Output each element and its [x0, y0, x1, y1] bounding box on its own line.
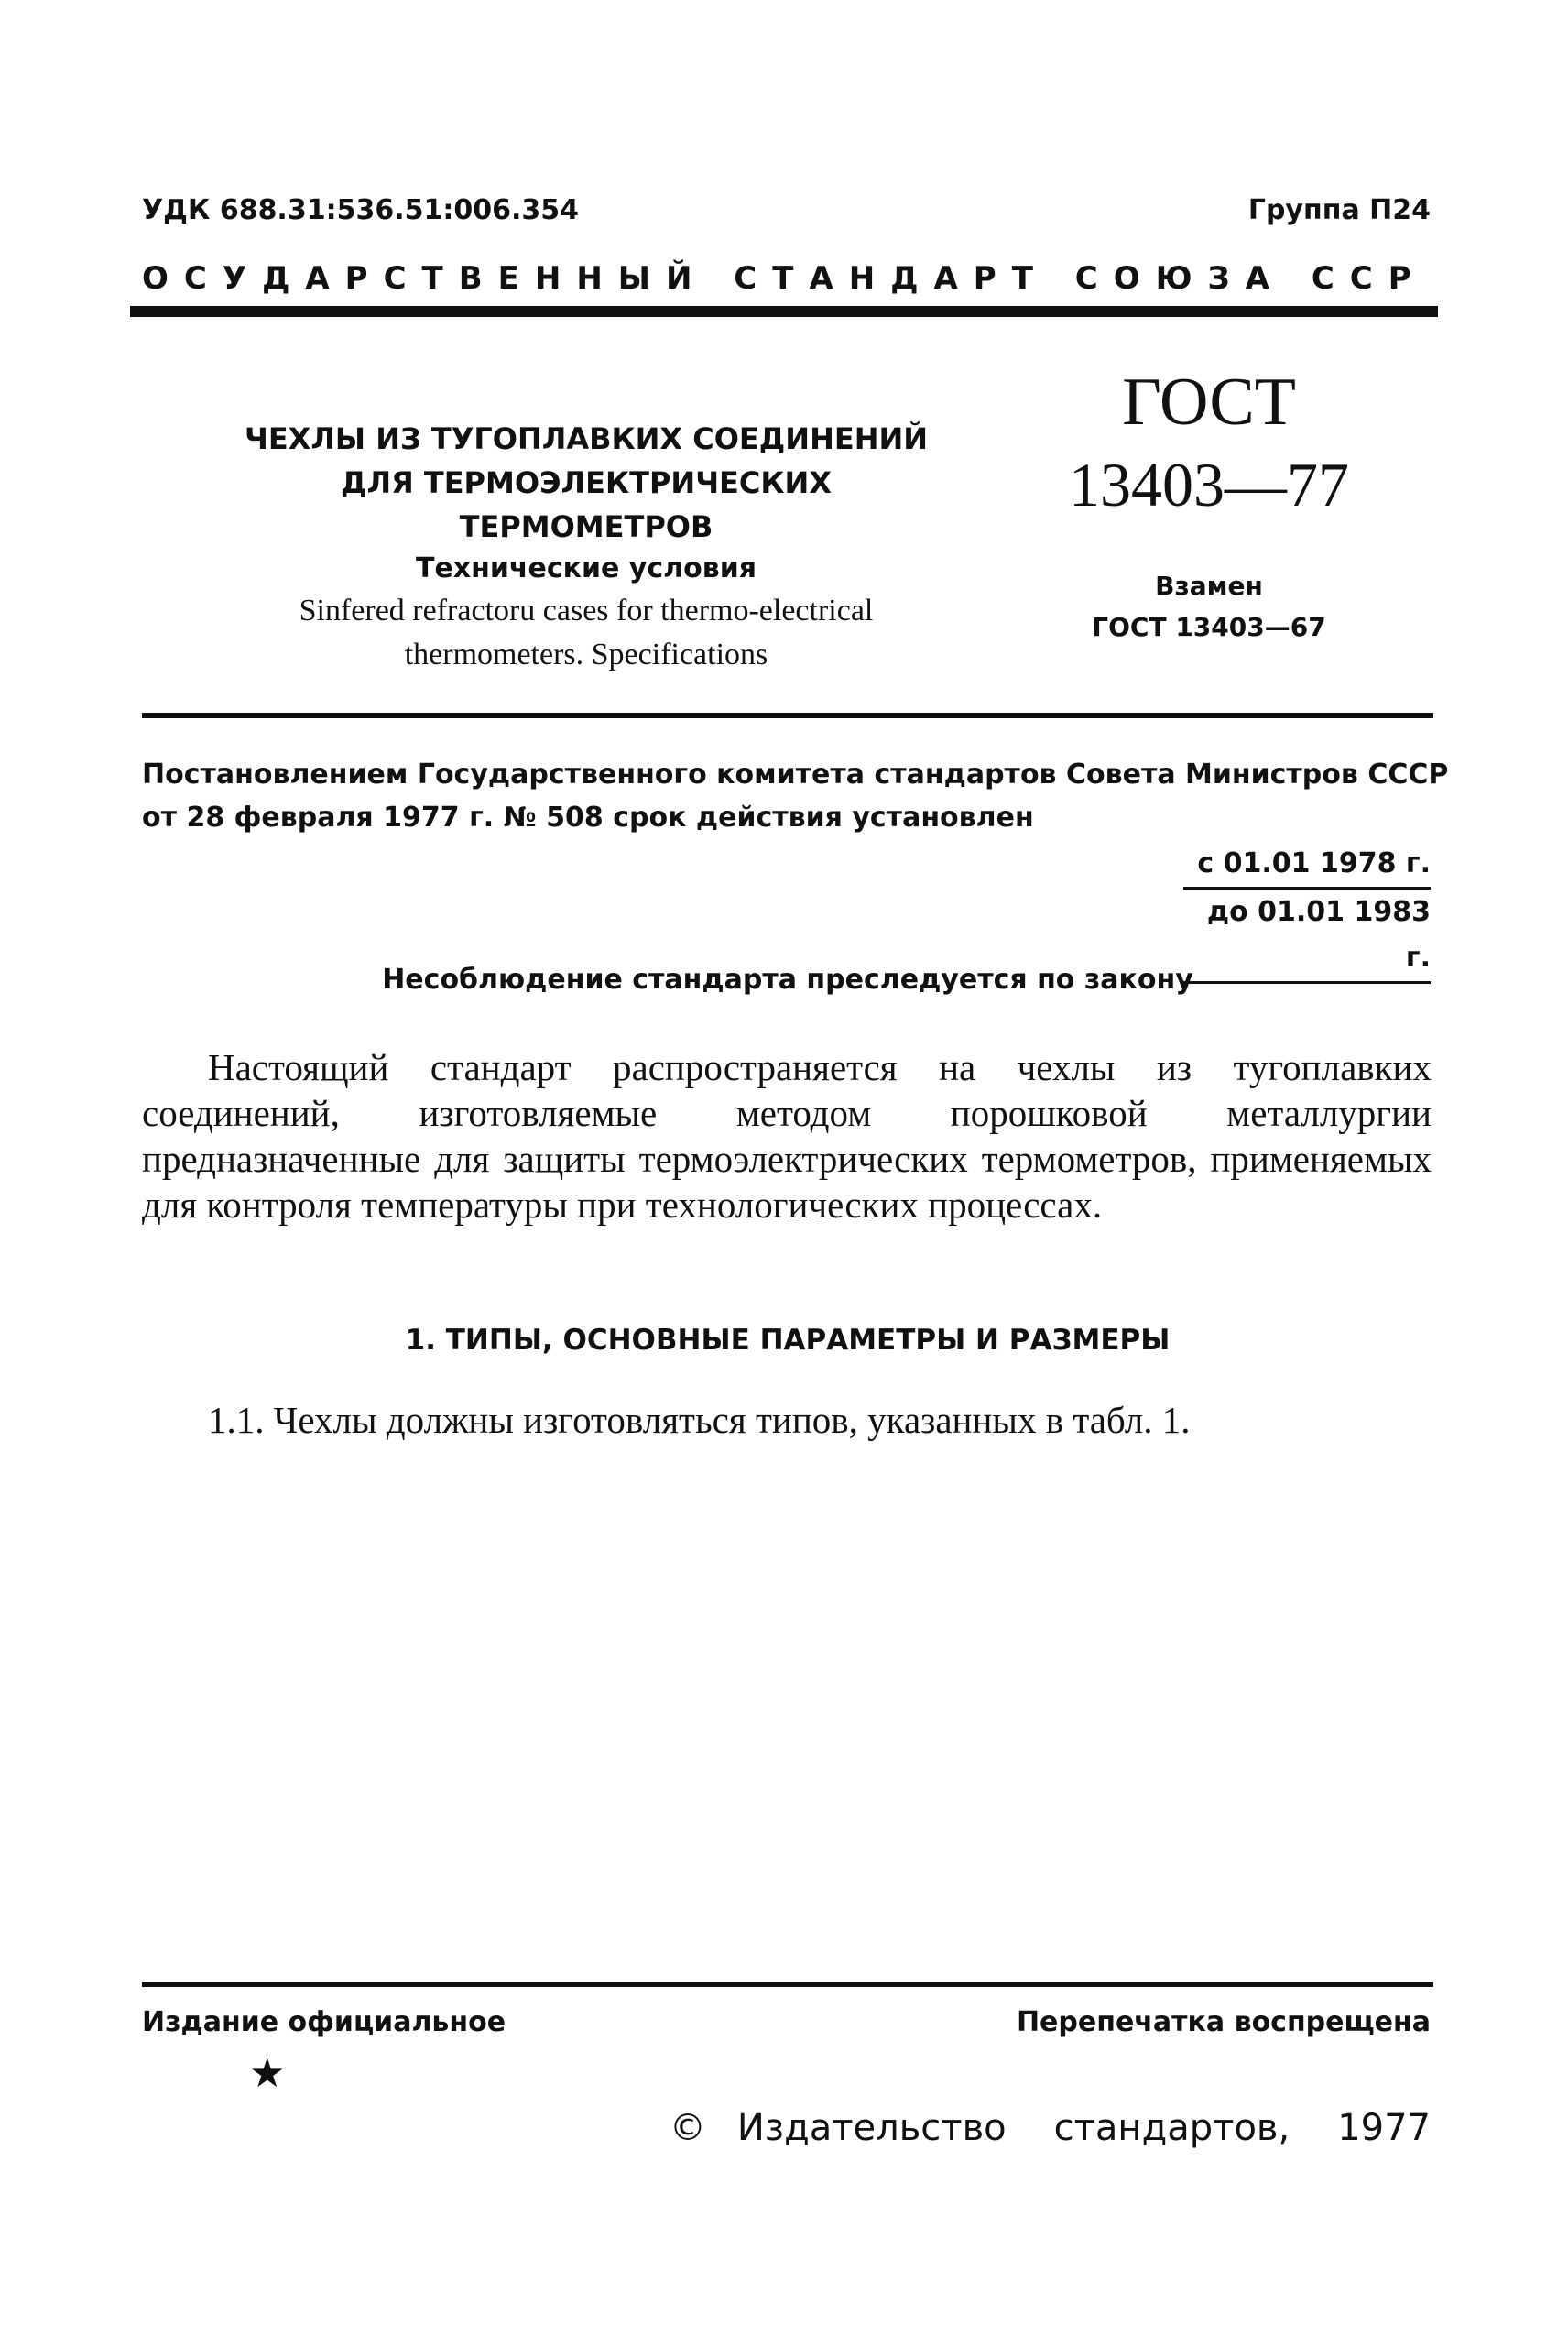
english-title-line-1: Sinfered refractoru cases for thermo-electrical [299, 594, 874, 628]
scope-paragraph: Настоящий стандарт распространяется на чехлы из тугоплавких соединений, изготовляемые методом порошковой металлургии предназначенные для защиты термоэлектрических термометров, применяемых для контроля температуры при технологических процессах. [142, 1046, 1432, 1226]
copyright-line [670, 2107, 1431, 2149]
star-icon: ★ [249, 2050, 286, 2097]
publication-year: 1977 [1337, 2107, 1431, 2149]
replaces-label: Взамен [1155, 571, 1263, 601]
gost-block [1062, 362, 1356, 648]
title-block [211, 417, 962, 677]
valid-to: до 01.01 1983 г. [1206, 896, 1431, 974]
section-heading: 1. ТИПЫ, ОСНОВНЫЕ ПАРАМЕТРЫ И РАЗМЕРЫ [405, 1324, 1171, 1357]
publisher-name: Издательство [736, 2107, 1007, 2149]
valid-from: с 01.01 1978 г. [1197, 847, 1431, 879]
publisher-name-2: стандартов, [1053, 2107, 1290, 2149]
copyright-icon: © [669, 2107, 706, 2149]
official-edition: Издание официальное [142, 2006, 506, 2038]
standard-banner: ОСУДАРСТВЕННЫЙ СТАНДАРТ СОЮЗА ССР [142, 260, 1427, 297]
resolution-line-1: Постановлением Государственного комитета стандартов Совета Министров СССР [142, 759, 1449, 791]
header-rule [130, 306, 1438, 317]
gost-number: 13403—77 [1069, 450, 1349, 519]
gost-label: ГОСТ [1122, 365, 1296, 440]
reprint-prohibited: Перепечатка воспрещена [1016, 2006, 1431, 2038]
title-subtitle: Технические условия [416, 552, 757, 584]
group-code: Группа П24 [1247, 194, 1431, 226]
validity-dates [1183, 841, 1431, 984]
title-rule [142, 713, 1433, 718]
replaced-standard: ГОСТ 13403—67 [1092, 612, 1326, 642]
legal-notice: Несоблюдение стандарта преследуется по закону [382, 964, 1193, 996]
title-line-1: ЧЕХЛЫ ИЗ ТУГОПЛАВКИХ СОЕДИНЕНИЙ [244, 421, 929, 456]
title-line-2: ДЛЯ ТЕРМОЭЛЕКТРИЧЕСКИХ ТЕРМОМЕТРОВ [341, 465, 832, 544]
clause-1-1: 1.1. Чехлы должны изготовляться типов, указанных в табл. 1. [208, 1399, 1191, 1441]
resolution-line-2: от 28 февраля 1977 г. № 508 срок действия установлен [142, 802, 1034, 834]
footer-rule [142, 1982, 1433, 1987]
udk-code: УДК 688.31:536.51:006.354 [142, 194, 579, 226]
english-title-line-2: thermometers. Specifications [404, 638, 768, 671]
